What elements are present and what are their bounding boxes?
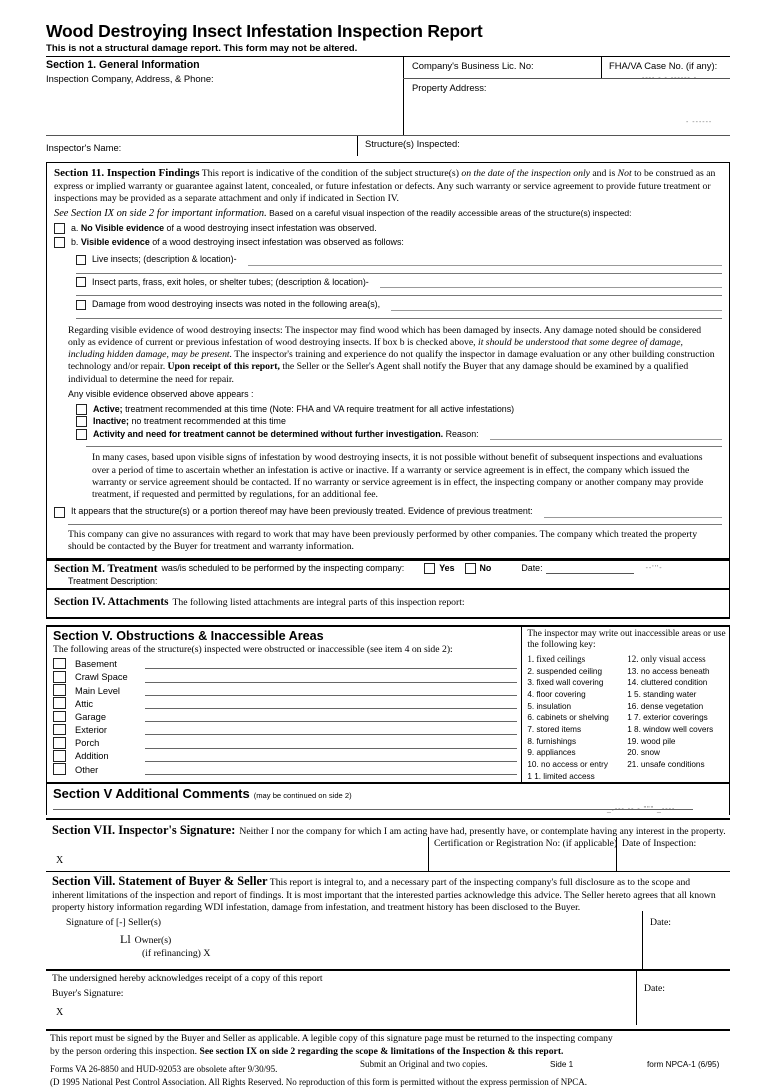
checkbox-area-porch[interactable] <box>53 737 66 749</box>
key-item: 13. no access beneath <box>627 666 710 676</box>
divider-vertical-2 <box>601 57 602 78</box>
key-item: 12. only visual access <box>627 654 706 665</box>
obstruction-area-list <box>53 656 521 775</box>
active-text <box>93 404 514 416</box>
undetermined-bold: Activity and need for treatment cannot be determined without further investigation. <box>93 428 444 439</box>
option-b-text <box>71 237 404 249</box>
key-item: 3. fixed wall covering <box>527 678 604 688</box>
section-m-heading: Section M. Treatment <box>54 562 158 575</box>
section-viii-body: This report is integral to, and a necessary part of the inspecting company's full disclosure as to the scope and inherent limitations of the inspection and report of findings. It is most important that the interested parties acknowledge this advice. The Seller hereto agrees that all known property history information regarding WDI infestation, damage from infestation, and treatment history has been disclosed to the Buyer. <box>52 877 716 914</box>
section-iv-body: The following listed attachments are integral parts of this inspection report: <box>172 597 465 609</box>
side-number: Side 1 <box>550 1059 574 1069</box>
option-a-text <box>71 223 377 235</box>
area-input-line[interactable] <box>145 658 517 669</box>
treatment-no-label: No <box>479 562 492 573</box>
footer-line-1 <box>50 1033 730 1045</box>
key-item: 16. dense vegetation <box>627 701 704 711</box>
option-a-bold: No Visible evidence <box>80 222 165 233</box>
fha-va-case-label: FHA/VA Case No. (if any): <box>609 60 718 72</box>
page-footer <box>46 1029 730 1088</box>
inaccessible-key-column <box>521 627 729 782</box>
checkbox-active[interactable] <box>76 404 87 415</box>
checkbox-insect-parts[interactable] <box>76 277 86 287</box>
page-subtitle: This is not a structural damage report. This form may not be altered. <box>46 42 358 54</box>
based-on-visual-inspection: Based on a careful visual inspection of the readily accessible areas of the structure(s) inspected: <box>269 207 632 218</box>
key-item: 8. furnishings <box>527 736 577 746</box>
key-item: 2. suspended ceiling <box>527 666 603 676</box>
key-item: 10. no access or entry <box>527 759 608 769</box>
no-assurances-paragraph: This company can give no assurances with regard to work that may have been previously performed by other companies. The company which treated the property should be contacted by the Buyer for treatment and warranty information. <box>68 528 698 553</box>
option-a-rest: of a wood destroying insect infestation was observed. <box>166 222 377 233</box>
inspector-row <box>46 135 730 158</box>
section-11-intro-3: to be construed as an express or implied warranty or guarantee against latent, concealed, or future infestation or defects. Any such warranty or service agreement to provide future treatment or inspections may be provided as a separate attachment and only if indicated in Section IV. <box>54 168 716 205</box>
copyright-text: (D 1995 National Pest Control Association. All Rights Reserved. No reproduction of this form is permitted without the express permission of NPCA. <box>50 1076 587 1087</box>
key-column-left <box>527 653 627 782</box>
key-item: 7. stored items <box>527 724 582 734</box>
regarding-italic: it should be understood that some degree of damage, including hidden damage, may be present. <box>68 336 683 361</box>
section-iv-attachments <box>46 588 730 619</box>
date-of-inspection-label: Date of Inspection: <box>622 838 697 850</box>
damage-input-line[interactable] <box>391 301 722 311</box>
section-viii-heading: Section Vill. Statement of Buyer & Seller <box>52 874 268 889</box>
sub-option-damage[interactable] <box>76 299 722 311</box>
treatment-yes-label: Yes <box>439 562 455 573</box>
treatment-description-label: Treatment Description: <box>68 575 158 586</box>
checkbox-area-exterior[interactable] <box>53 724 66 736</box>
checkbox-visible-evidence[interactable] <box>54 237 65 248</box>
key-item: 1 8. window well covers <box>627 724 714 734</box>
key-item: 9. appliances <box>527 748 576 758</box>
section-m-row <box>54 563 722 575</box>
checkbox-treatment-yes[interactable] <box>424 563 435 574</box>
additional-comments-heading: Section V Additional Comments <box>53 786 250 802</box>
damage-label: Damage from wood destroying insects was noted in the following area(s), <box>92 299 381 310</box>
refinancing-signature-x[interactable]: (if refinancing) X <box>142 947 211 959</box>
divider-vertical-4 <box>428 837 429 871</box>
see-section-ix-note: See Section IX on side 2 for important information. <box>54 207 267 219</box>
section-vii-heading: Section VII. Inspector's Signature: <box>52 823 236 838</box>
insect-parts-label: Insect parts, frass, exit holes, or shelter tubes; (description & location)- <box>92 276 369 287</box>
section-11-intro-1: This report is indicative of the condition of the subject structure(s) <box>201 168 459 180</box>
section-v-heading: Section V. Obstructions & Inaccessible Areas <box>53 629 324 644</box>
any-visible-evidence-label: Any visible evidence observed above appears : <box>68 389 254 400</box>
checkbox-damage-noted[interactable] <box>76 300 86 310</box>
section-v-obstructions <box>46 625 730 782</box>
seller-date-label: Date: <box>650 917 671 929</box>
checkbox-undetermined[interactable] <box>76 429 87 440</box>
checkbox-previously-treated[interactable] <box>54 507 65 518</box>
key-item: 4. floor covering <box>527 690 586 700</box>
checkbox-area-main-level[interactable] <box>53 684 66 696</box>
checkbox-live-insects[interactable] <box>76 255 86 265</box>
option-a-row[interactable] <box>54 223 722 235</box>
checkbox-area-crawl-space[interactable] <box>53 671 66 683</box>
footer-line-2 <box>50 1046 730 1058</box>
footer-line-1-bold: See section IX on side 2 regarding the scope & limitations of the Inspection & this report. <box>199 1045 564 1057</box>
divider-vertical-6 <box>642 911 643 969</box>
structures-inspected-label: Structure(s) Inspected: <box>365 138 460 150</box>
additional-comments-note: (may be continued on side 2) <box>253 791 352 801</box>
area-input-line[interactable] <box>145 672 517 683</box>
checkbox-area-basement[interactable] <box>53 658 66 670</box>
undetermined-reason-continuation[interactable] <box>86 445 722 447</box>
option-previously-treated-row[interactable] <box>54 506 722 518</box>
checkbox-area-addition[interactable] <box>53 750 66 762</box>
area-label: Garage <box>75 711 107 722</box>
section-viii-paragraph <box>52 874 724 914</box>
area-label: Main Level <box>75 685 120 696</box>
area-input-line[interactable] <box>145 738 517 749</box>
inactive-rest: no treatment recommended at this time <box>131 416 286 427</box>
forms-obsolete-text: Forms VA 26-8850 and HUD-92053 are obsolete after 9/30/95. <box>50 1063 278 1074</box>
insect-parts-continuation-line[interactable] <box>76 294 722 296</box>
section-vii-inspector-signature <box>46 818 730 871</box>
section-viii-statement-buyer-seller <box>46 871 730 969</box>
area-label: Attic <box>75 698 94 709</box>
option-a-prefix: a. <box>71 222 79 233</box>
sub-option-live-insects[interactable] <box>76 254 722 266</box>
area-label: Basement <box>75 659 117 670</box>
treatment-date-input-line[interactable] <box>546 563 634 574</box>
acknowledge-text: The undersigned hereby acknowledges receipt of a copy of this report <box>52 973 323 985</box>
live-insects-continuation-line[interactable] <box>76 272 722 274</box>
scan-artifact-4: _.--- -- - """ _---- <box>607 806 676 814</box>
area-input-line[interactable] <box>145 698 517 709</box>
option-b-bold: Visible evidence <box>80 237 150 248</box>
property-address-label: Property Address: <box>412 82 487 94</box>
section-v-subheading: The following areas of the structure(s) inspected were obstructed or inaccessible (see item 4 on side 2): <box>53 643 453 655</box>
previous-treatment-continuation[interactable] <box>68 523 722 525</box>
key-item: 1 5. standing water <box>627 690 697 700</box>
key-columns <box>527 653 727 782</box>
section-11-intro-2: and is <box>592 168 616 180</box>
divider-vertical-1 <box>403 57 404 135</box>
regarding-visible-evidence-paragraph <box>68 325 718 386</box>
key-item: 1 7. exterior coverings <box>627 713 708 723</box>
submit-copies-text: Submit an Original and two copies. <box>360 1058 488 1069</box>
checkbox-area-garage[interactable] <box>53 711 66 723</box>
section-1-heading: Section 1. General Information <box>46 59 200 72</box>
area-row[interactable] <box>53 762 521 775</box>
regarding-p1: Regarding visible evidence of wood destroying insects: The inspector may find wood which has been damaged by insects. Any damage noted should be considered only as evidence of current or previous infestation of wood destroying insects. If box b is checked above, <box>68 324 702 348</box>
checkbox-area-other[interactable] <box>53 763 66 775</box>
area-row[interactable] <box>53 696 521 709</box>
section-v-additional-comments <box>46 782 730 815</box>
key-item: 20. snow <box>627 748 660 758</box>
obstructions-left-column <box>47 627 521 782</box>
owner-signature-label: Owner(s) <box>134 934 172 946</box>
owner-signature-row <box>120 930 724 948</box>
buyer-signature-x[interactable]: X <box>56 1007 64 1019</box>
area-row[interactable] <box>53 749 521 762</box>
scan-artifact-2: - ------ <box>686 119 713 127</box>
divider-horizontal-2 <box>46 819 730 820</box>
checkbox-treatment-no[interactable] <box>465 563 476 574</box>
key-item: 1. fixed ceilings <box>527 654 586 665</box>
key-intro-text: The inspector may write out inaccessible areas or use the following key: <box>527 629 726 651</box>
buyer-signature-label: Buyer's Signature: <box>52 987 124 999</box>
section-11-intro <box>54 167 722 205</box>
area-input-line[interactable] <box>145 711 517 722</box>
checkbox-area-attic[interactable] <box>53 697 66 709</box>
key-item: 6. cabinets or shelving <box>527 713 609 723</box>
regarding-bold: Upon receipt of this report, <box>167 361 280 373</box>
checkbox-no-visible-evidence[interactable] <box>54 223 65 234</box>
area-input-line[interactable] <box>145 764 517 775</box>
option-active-row[interactable] <box>76 404 722 416</box>
certification-number-label: Certification or Registration No: (if applicable) <box>434 838 618 850</box>
business-lic-label: Company's Business Lic. No: <box>412 60 534 72</box>
option-undetermined-row[interactable] <box>76 429 722 441</box>
section-m-treatment <box>46 559 730 589</box>
inactive-text <box>93 416 286 428</box>
area-input-line[interactable] <box>145 751 517 762</box>
scan-artifact-3: --'''- <box>645 565 663 572</box>
inspector-name-label: Inspector's Name: <box>46 142 122 154</box>
key-item: 14. cluttered condition <box>627 678 708 688</box>
active-bold: Active; <box>93 403 123 414</box>
section-11-inspection-findings <box>46 162 730 558</box>
key-item: 5. insulation <box>527 701 572 711</box>
form-id: form NPCA-1 (6/95) <box>647 1059 720 1069</box>
area-row[interactable] <box>53 722 521 735</box>
area-input-line[interactable] <box>145 724 517 735</box>
key-item: 21. unsafe conditions <box>627 759 705 769</box>
option-b-prefix: b. <box>71 237 79 248</box>
section-m-body: was/is scheduled to be performed by the inspecting company: <box>161 562 405 573</box>
active-rest: treatment recommended at this time (Note: FHA and VA require treatment for all active infestations) <box>125 403 515 414</box>
owner-checkbox-glyph[interactable]: Ll <box>120 931 131 946</box>
area-label: Exterior <box>75 725 108 736</box>
section-11-see-section-row <box>54 207 722 220</box>
area-row[interactable] <box>53 735 521 748</box>
option-b-row[interactable] <box>54 237 722 249</box>
additional-comments-line-1[interactable] <box>53 809 693 810</box>
option-b-rest: of a wood destroying insect infestation was observed as follows: <box>152 237 404 248</box>
treatment-date-label: Date: <box>521 562 543 573</box>
area-label: Crawl Space <box>75 672 128 683</box>
live-insects-label: Live insects; (description & location)- <box>92 253 237 264</box>
divider-vertical-3 <box>357 136 358 156</box>
area-label: Other <box>75 764 99 775</box>
section-11-heading: Section 11. Inspection Findings <box>54 167 200 180</box>
previous-treatment-line[interactable] <box>544 508 722 518</box>
undetermined-reason-line[interactable] <box>490 430 722 440</box>
checkbox-inactive[interactable] <box>76 416 87 427</box>
inspector-signature-x[interactable]: X <box>56 855 64 867</box>
insect-parts-input-line[interactable] <box>380 278 722 288</box>
area-label: Porch <box>75 738 100 749</box>
sub-option-insect-parts[interactable] <box>76 277 722 289</box>
section-vii-body: Neither I nor the company for which I am acting have had, presently have, or contemplate having any interest in the property. <box>239 826 726 838</box>
area-row[interactable] <box>53 709 521 722</box>
area-row[interactable] <box>53 669 521 682</box>
section-11-intro-not: Not <box>617 168 632 180</box>
receipt-acknowledgement <box>46 969 730 1029</box>
area-label: Addition <box>75 751 109 762</box>
divider-vertical-7 <box>636 971 637 1025</box>
undetermined-text <box>93 429 479 441</box>
section-iv-heading: Section IV. Attachments <box>54 596 169 609</box>
regarding-p3: the Seller or the Seller's Agent shall notify the Buyer that any damage should be examined by a qualified individual to determine the need for repair. <box>68 361 689 385</box>
page-title: Wood Destroying Insect Infestation Inspection Report <box>46 21 483 41</box>
section-1-general-information <box>46 56 730 135</box>
many-cases-paragraph: In many cases, based upon visible signs of infestation by wood destroying insects, it is not possible without benefit of subsequent inspections and evaluations over a period of time to ascertain whether an infestation is active or inactive. If a warranty or service agreement is in effect, the company which issued the warranty or service agreement should be contacted. If no warranty or service agreement is in effect, the inspecting company or another company may provide treatment, if requested and permitted by regulations, for an additional fee. <box>92 452 704 501</box>
damage-continuation-line[interactable] <box>76 317 722 319</box>
scan-artifact-1: ---- - - ------ - <box>642 75 698 83</box>
footer-line-1b: by the person ordering this inspection. <box>50 1045 198 1057</box>
inactive-bold: Inactive; <box>93 416 130 427</box>
area-row[interactable] <box>53 656 521 669</box>
regarding-p2: The inspector's training and experience do not qualify the inspector in damage evaluation or any other building construction technology and/or repair. <box>68 349 715 373</box>
inspection-company-label: Inspection Company, Address, & Phone: <box>46 73 214 85</box>
key-item: 1 1. limited access <box>527 771 595 781</box>
area-row[interactable] <box>53 683 521 696</box>
key-column-right <box>627 653 727 782</box>
footer-forms-row <box>50 1059 730 1077</box>
live-insects-input-line[interactable] <box>248 256 722 266</box>
option-inactive-row[interactable] <box>76 416 722 428</box>
undetermined-rest: Reason: <box>445 428 479 439</box>
key-item: 19. wood pile <box>627 736 676 746</box>
seller-signature-line-1: Signature of [-] Seller(s) <box>66 917 161 929</box>
footer-line-1a: This report must be signed by the Buyer and Seller as applicable. A legible copy of this signature page must be returned to the inspecting company <box>50 1033 613 1045</box>
section-11-intro-italic: on the date of the inspection only <box>461 168 590 180</box>
previously-treated-label: It appears that the structure(s) or a portion thereof may have been previously treated. Evidence of previous treatment: <box>71 506 533 517</box>
buyer-date-label: Date: <box>644 983 665 995</box>
area-input-line[interactable] <box>145 685 517 696</box>
